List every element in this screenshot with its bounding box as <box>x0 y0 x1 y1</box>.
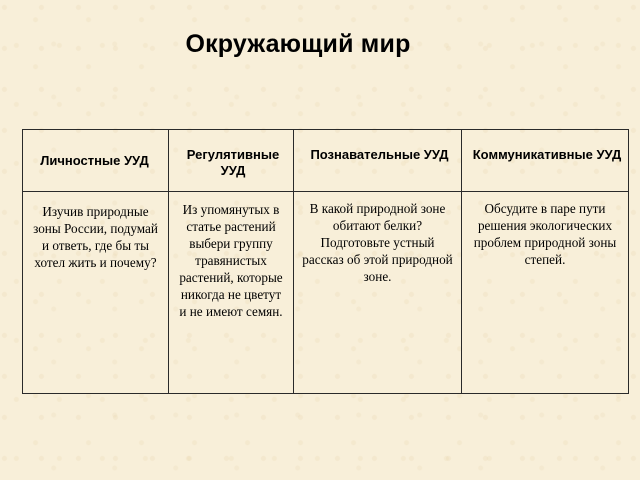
header-cell-cognitive <box>294 130 462 192</box>
table-row <box>23 192 629 394</box>
uud-table <box>22 129 629 394</box>
header-label-cognitive: Познавательные УУД <box>310 147 449 162</box>
cell-cognitive <box>294 192 462 394</box>
cell-text-communicative: Обсудите в паре пути решения экологических проблем природной зоны степей. <box>473 201 617 267</box>
cell-personal <box>23 192 169 394</box>
cell-text-cognitive: В какой природной зоне обитают белки? Подготовьте устный рассказ об этой природной зоне. <box>302 201 453 284</box>
header-label-personal: Личностные УУД <box>40 153 149 168</box>
cell-text-regulatory: Из упомянутых в статье растений выбери группу травянистых растений, которые никогда не цветут и не имеют семян. <box>179 202 283 319</box>
header-label-communicative: Коммуникативные УУД <box>472 147 622 162</box>
header-cell-regulatory <box>169 130 294 192</box>
header-cell-communicative <box>462 130 629 192</box>
cell-text-personal: Изучив природные зоны России, подумай и ответь, где бы ты хотел жить и почему? <box>33 204 158 270</box>
table-header-row <box>23 130 629 192</box>
header-cell-personal <box>23 130 169 192</box>
cell-communicative <box>462 192 629 394</box>
page-title: Окружающий мир <box>185 30 411 58</box>
cell-regulatory <box>169 192 294 394</box>
header-label-regulatory: Регулятивные УУД <box>186 147 280 178</box>
